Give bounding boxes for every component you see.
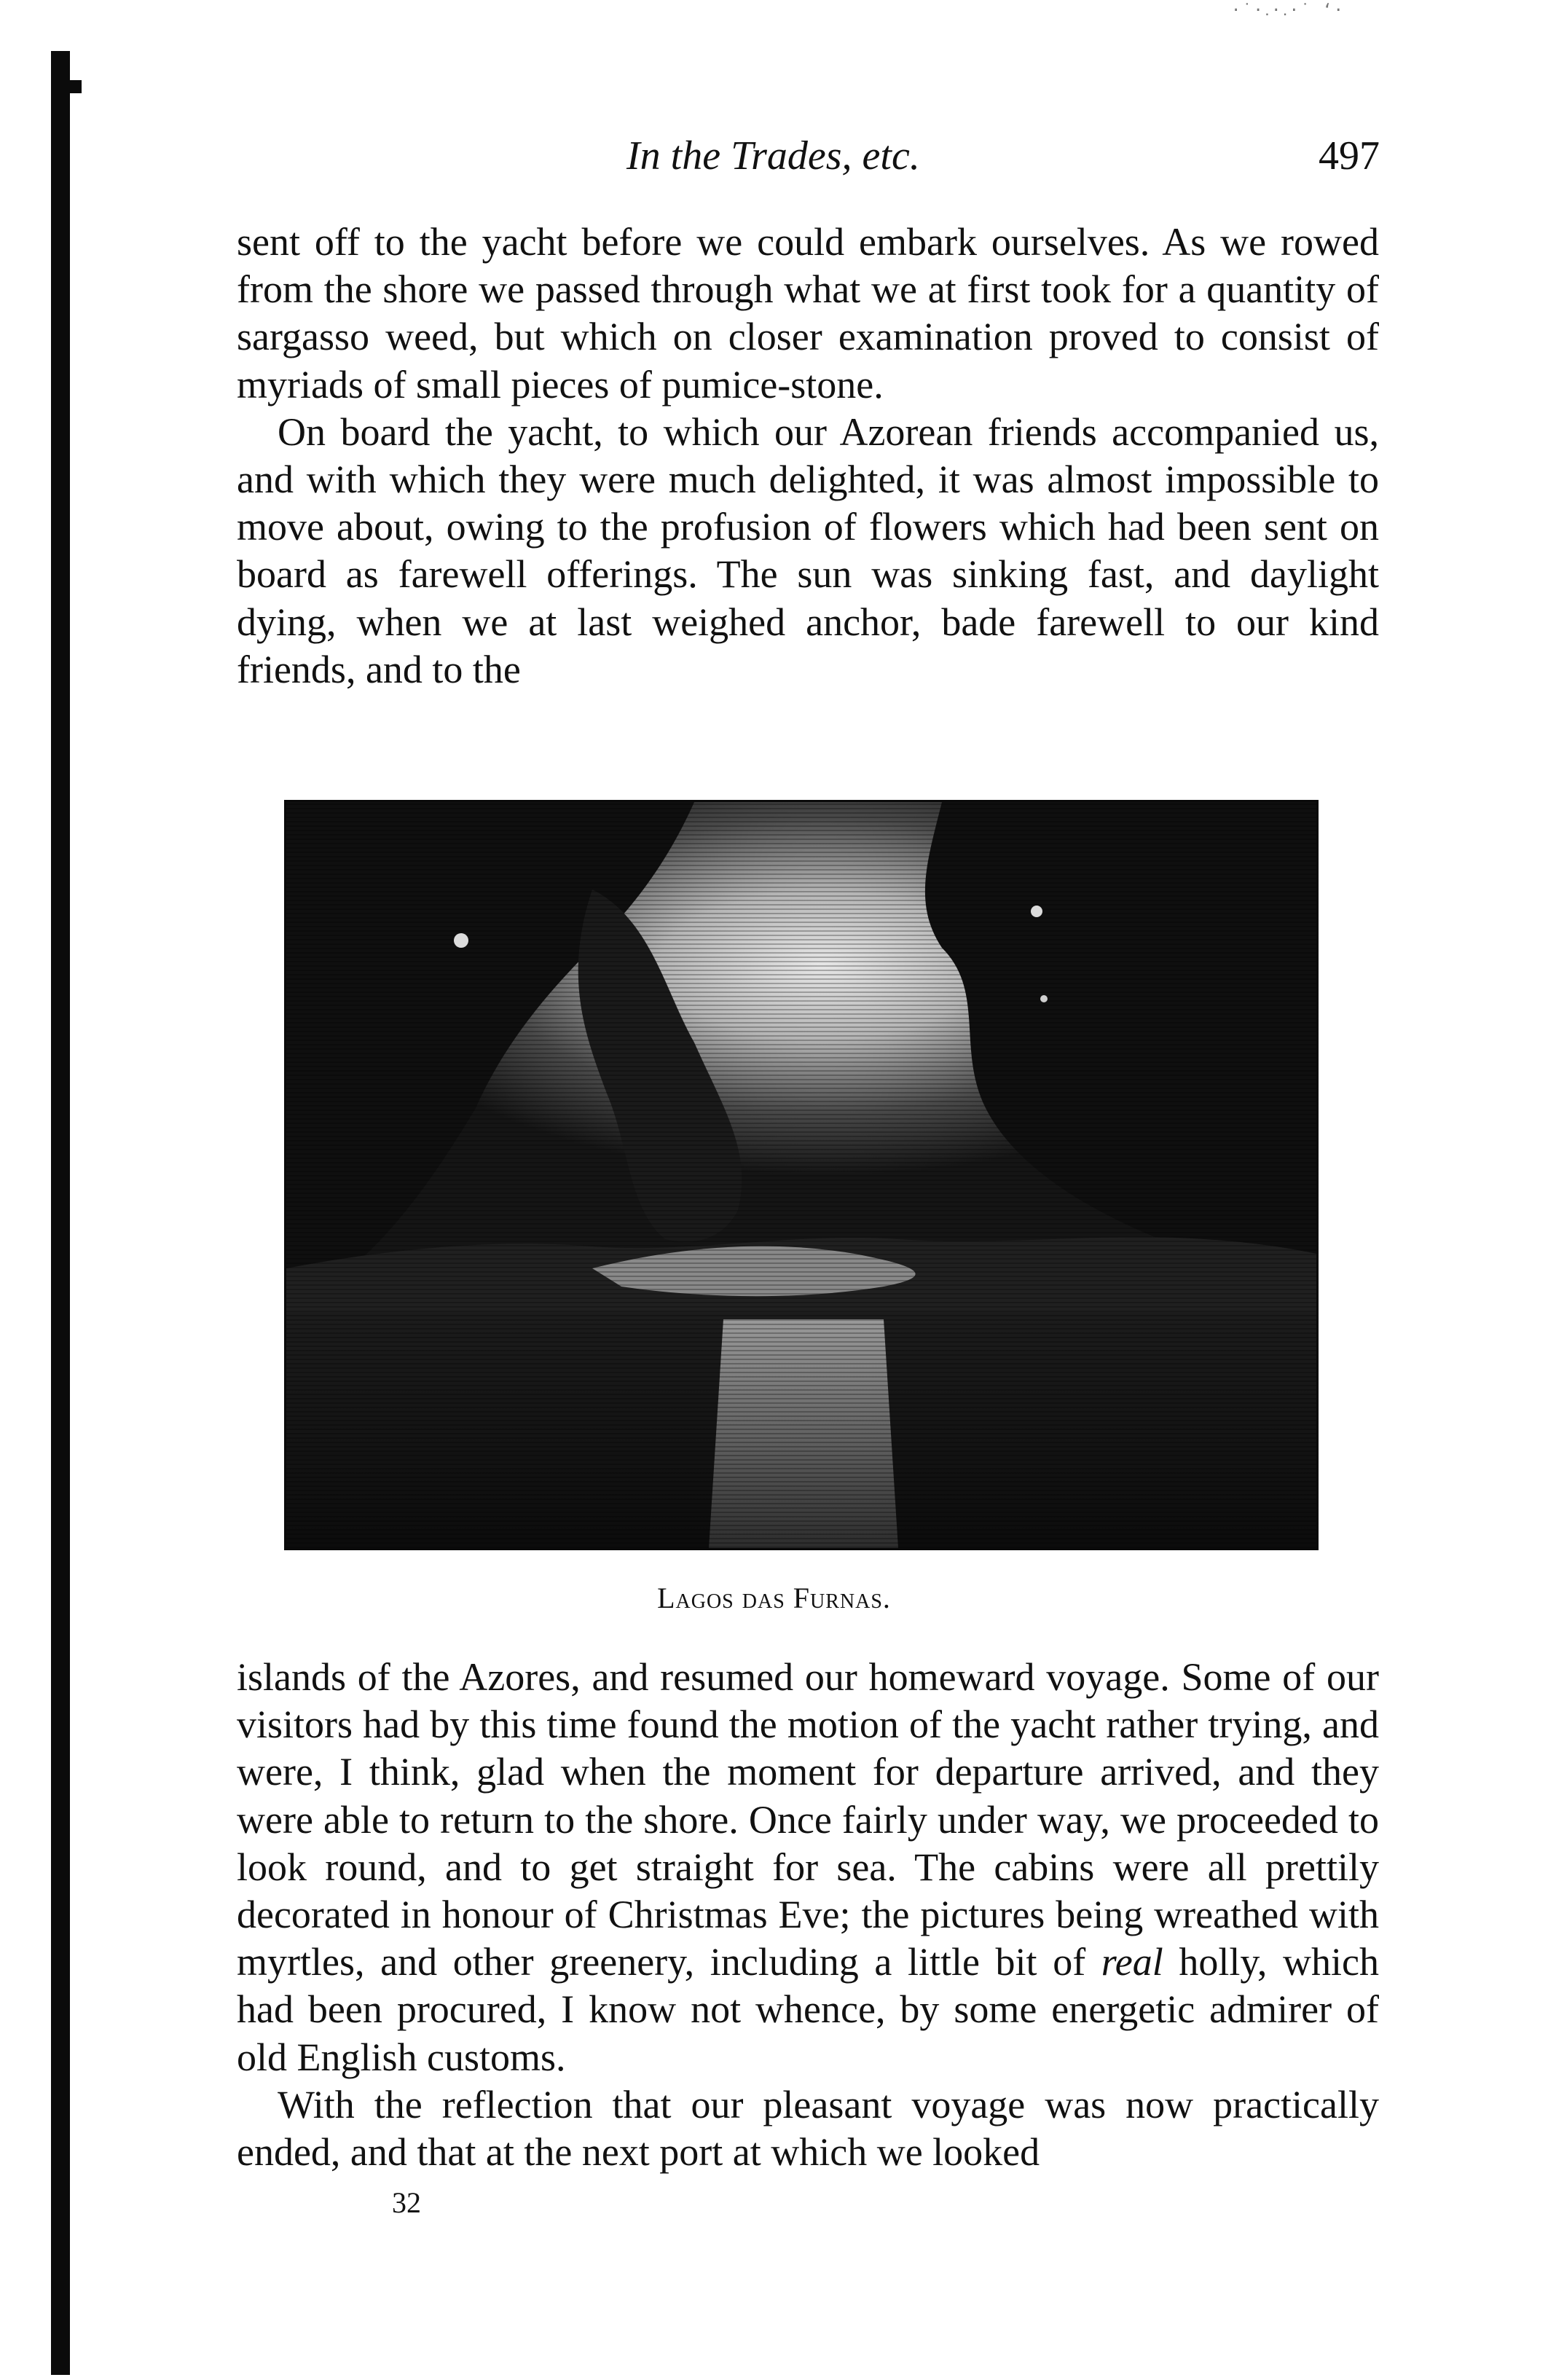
engraving-star (1040, 995, 1048, 1002)
figure-caption: Lagos das Furnas. (657, 1582, 891, 1614)
italic-word: real (1101, 1940, 1163, 1984)
text-block-bottom (237, 1654, 1379, 2176)
top-marks: ·˙·․·․·˙ ʻ· (1231, 1, 1345, 20)
paragraph-3-continuation: holly, which had been procured, I know not whence, by some energetic admirer of old English customs. (237, 1940, 1379, 2079)
signature-mark: 32 (392, 2186, 421, 2219)
paragraph-4: With the reflection that our pleasant voyage was now practically ended, and that at the next port at which we looked (237, 2082, 1379, 2175)
running-header: In the Trades, etc. (626, 133, 920, 178)
paragraph-3 (237, 1654, 1379, 2081)
engraving-illustration (286, 802, 1316, 1548)
paragraph-3-text: islands of the Azores, and resumed our homeward voyage. Some of our visitors had by this time found the motion of the yacht rather trying, and were, I think, glad when the moment for departure arrived, and they were able to return to the shore. Once fairly under way, we proceeded to look round, and to get straight for sea. The cabins were all prettily decorated in honour of Christmas Eve; the pictures being wreathed with myrtles, and other greenery, including a little bit of (237, 1655, 1379, 1984)
binding-notch (51, 80, 82, 93)
text-block-top (237, 219, 1379, 694)
engraving-hatching (286, 802, 1316, 1548)
paragraph-1: sent off to the yacht before we could embark ourselves. As we rowed from the shore we passed through what we at first took for a quantity of sargasso weed, but which on closer examination proved to consist of myriads of small pieces of pumice-stone. (237, 220, 1379, 407)
page-number: 497 (1319, 133, 1380, 178)
engraving-lagos-das-furnas (284, 800, 1319, 1550)
binding-edge (51, 51, 70, 2375)
engraving-star (1031, 906, 1042, 917)
paragraph-2: On board the yacht, to which our Azorean friends accompanied us, and with which they were much delighted, it was almost impossible to move about, owing to the profusion of flowers which had been sent on board as farewell offerings. The sun was sinking fast, and daylight dying, when we at last weighed anchor, bade farewell to our kind friends, and to the (237, 409, 1379, 691)
engraving-star (454, 933, 468, 948)
